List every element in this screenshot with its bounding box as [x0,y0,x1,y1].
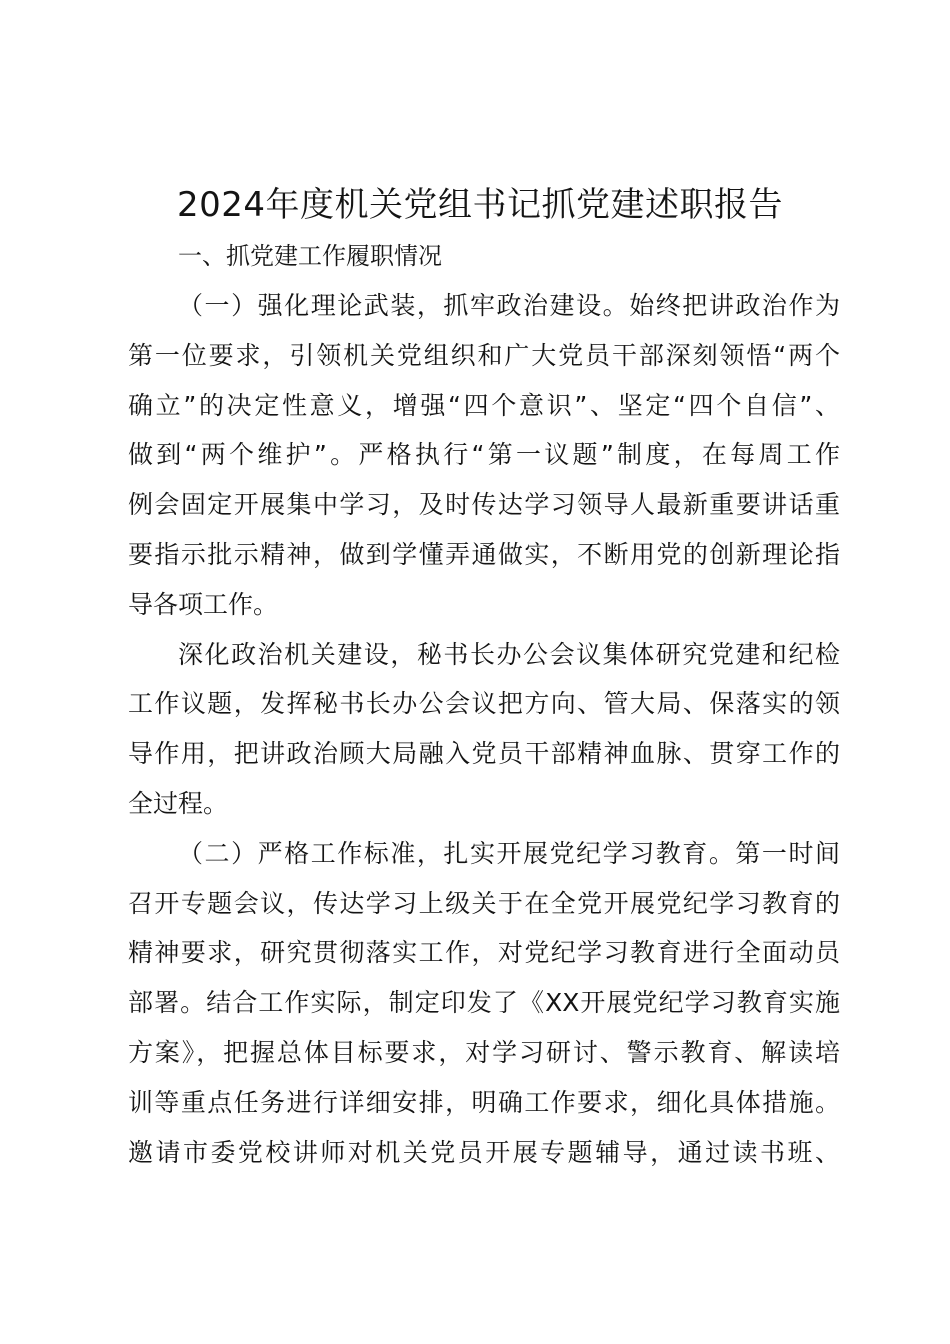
text-line: （一）强化理论武装，抓牢政治建设。始终把讲政治作为 [178,291,840,320]
text-line: 全过程。 [128,788,229,818]
text-line: 确立”的决定性意义，增强“四个意识”、坚定“四个自信”、 [128,390,840,420]
section-heading: 一、抓党建工作履职情况 [178,242,442,270]
paragraph-2 [128,630,840,829]
text-line: 例会固定开展集中学习，及时传达学习领导人最新重要讲话重 [128,490,840,520]
text-line: 导各项工作。 [128,589,279,619]
text-line: （二）严格工作标准，扎实开展党纪学习教育。第一时间 [178,838,840,868]
paragraph-3 [128,829,840,1178]
text-line: 第一位要求，引领机关党组织和广大党员干部深刻领悟“两个 [128,340,840,370]
text-line: 方案》，把握总体目标要求，对学习研讨、警示教育、解读培 [128,1037,840,1067]
text-line: 部署。结合工作实际，制定印发了《XX开展党纪学习教育实施 [128,988,840,1018]
paragraph-1 [128,281,840,630]
text-line: 召开专题会议，传达学习上级关于在全党开展党纪学习教育的 [128,888,840,918]
text-line: 导作用，把讲政治顾大局融入党员干部精神血脉、贯穿工作的 [128,739,840,769]
text-line: 做到“两个维护”。严格执行“第一议题”制度，在每周工作 [128,440,840,470]
document-title: 2024年度机关党组书记抓党建述职报告 [176,185,784,225]
text-line: 工作议题，发挥秘书长办公会议把方向、管大局、保落实的领 [128,689,840,719]
text-line: 要指示批示精神，做到学懂弄通做实，不断用党的创新理论指 [128,539,840,569]
document-body [128,232,840,1177]
text-line: 精神要求，研究贯彻落实工作，对党纪学习教育进行全面动员 [128,938,840,968]
text-line: 训等重点任务进行详细安排，明确工作要求，细化具体措施。 [128,1087,840,1117]
text-line: 邀请市委党校讲师对机关党员开展专题辅导，通过读书班、 [128,1137,840,1167]
text-line: 深化政治机关建设，秘书长办公会议集体研究党建和纪检 [178,639,840,669]
